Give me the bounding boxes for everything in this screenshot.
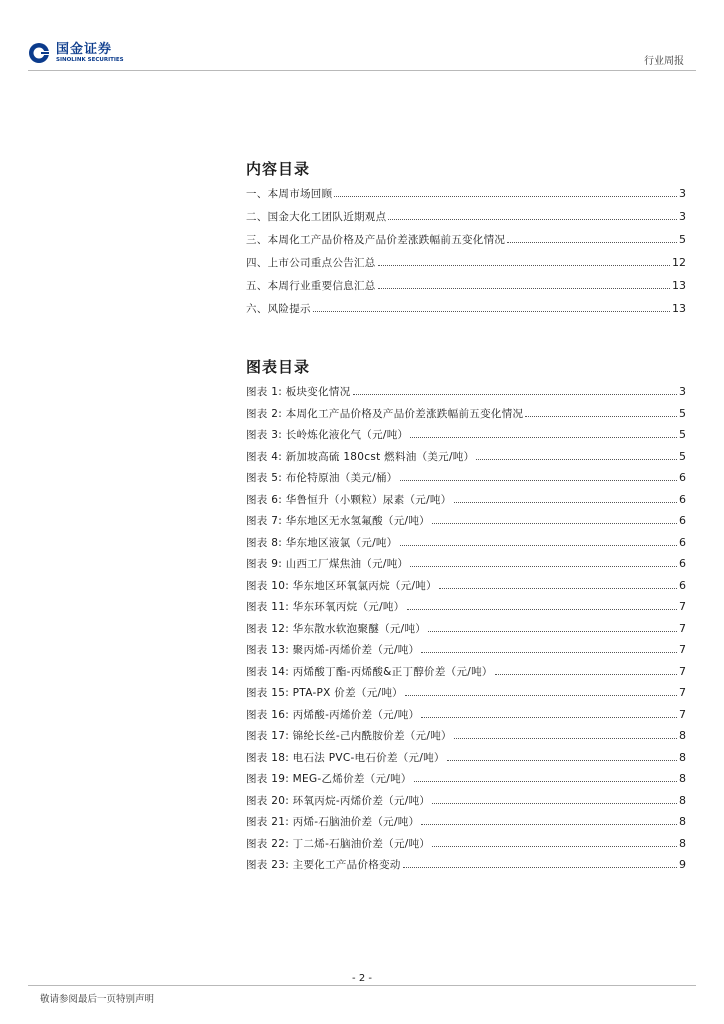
figure-entry-page: 8: [679, 729, 686, 742]
figure-entry[interactable]: [246, 728, 686, 750]
toc-entry-label: 三、本周化工产品价格及产品价差涨跌幅前五变化情况: [246, 234, 506, 246]
dot-leader: [407, 609, 677, 610]
figure-entry-label: 图表 9: 山西工厂煤焦油（元/吨）: [246, 558, 409, 570]
figure-entry[interactable]: [246, 793, 686, 815]
figure-entry-page: 8: [679, 793, 686, 807]
figure-entry-page: 5: [679, 449, 686, 463]
figure-entry[interactable]: [246, 470, 686, 492]
toc-entry-label: 一、本周市场回顾: [246, 188, 333, 200]
company-logo: [28, 42, 124, 64]
figure-entry-page: 9: [679, 858, 686, 871]
figure-entry[interactable]: [246, 384, 686, 406]
dot-leader: [428, 631, 677, 632]
figure-entry[interactable]: [246, 535, 686, 557]
toc-entry[interactable]: [246, 255, 686, 278]
figure-entry-label: 图表 12: 华东散水软泡聚醚（元/吨）: [246, 622, 427, 635]
figure-entry-label: 图表 13: 聚丙烯-丙烯价差（元/吨）: [246, 644, 420, 656]
dot-leader: [454, 502, 677, 503]
dot-leader: [447, 760, 677, 761]
figure-entry-label: 图表 21: 丙烯-石脑油价差（元/吨）: [246, 816, 420, 828]
figure-entry-page: 7: [679, 686, 686, 699]
figure-entry-label: 图表 19: MEG-乙烯价差（元/吨）: [246, 773, 412, 785]
figure-entry[interactable]: [246, 449, 686, 471]
figure-entry-page: 8: [679, 836, 686, 850]
toc-entry[interactable]: [246, 232, 686, 255]
figure-entry-label: 图表 1: 板块变化情况: [246, 386, 351, 398]
dot-leader: [432, 523, 677, 524]
dot-leader: [476, 459, 677, 460]
figure-entry[interactable]: [246, 707, 686, 729]
figures-title: 图表目录: [246, 358, 311, 376]
figure-entry-label: 图表 15: PTA-PX 价差（元/吨）: [246, 687, 403, 699]
toc-entry-page: 13: [672, 302, 686, 315]
footer-divider: [28, 985, 696, 986]
figure-entry-page: 6: [679, 471, 686, 484]
dot-leader: [400, 480, 677, 481]
figure-entry-label: 图表 17: 锦纶长丝-己内酰胺价差（元/吨）: [246, 730, 452, 742]
toc-entry[interactable]: [246, 209, 686, 232]
toc-entry-label: 六、风险提示: [246, 303, 311, 315]
figure-entry[interactable]: [246, 427, 686, 449]
toc-entry-page: 5: [679, 233, 686, 246]
figure-entry-label: 图表 7: 华东地区无水氢氟酸（元/吨）: [246, 515, 430, 527]
figure-entry-label: 图表 20: 环氧丙烷-丙烯价差（元/吨）: [246, 794, 431, 807]
dot-leader: [432, 803, 677, 804]
figure-entry[interactable]: [246, 771, 686, 793]
figure-entry[interactable]: [246, 814, 686, 836]
dot-leader: [353, 394, 678, 395]
figure-entry[interactable]: [246, 556, 686, 578]
toc-entry-page: 12: [672, 256, 686, 269]
dot-leader: [525, 416, 677, 417]
figure-entry-label: 图表 5: 布伦特原油（美元/桶）: [246, 472, 398, 484]
figure-entry-page: 8: [679, 815, 686, 828]
figure-entry[interactable]: [246, 578, 686, 600]
figures-list: [246, 384, 686, 879]
contents-title: 内容目录: [246, 160, 311, 178]
dot-leader: [410, 437, 677, 438]
dot-leader: [432, 846, 677, 847]
toc-entry[interactable]: [246, 301, 686, 324]
toc-entry-label: 二、国金大化工团队近期观点: [246, 211, 387, 223]
figure-entry-label: 图表 4: 新加坡高硫 180cst 燃料油（美元/吨）: [246, 450, 475, 463]
sinolink-logo-icon: [28, 42, 50, 64]
figure-entry[interactable]: [246, 406, 686, 428]
page-header: [0, 0, 724, 80]
figure-entry-label: 图表 11: 华东环氧丙烷（元/吨）: [246, 601, 405, 613]
toc-entry[interactable]: [246, 278, 686, 301]
toc-entry-page: 3: [679, 210, 686, 223]
header-divider: [28, 70, 696, 71]
figure-entry[interactable]: [246, 750, 686, 772]
figure-entry-label: 图表 8: 华东地区液氯（元/吨）: [246, 536, 398, 549]
figure-entry-page: 6: [679, 492, 686, 506]
report-type: 行业周报: [644, 56, 684, 67]
figure-entry-label: 图表 22: 丁二烯-石脑油价差（元/吨）: [246, 837, 431, 850]
figure-entry-page: 3: [679, 385, 686, 398]
toc-entry-label: 五、本周行业重要信息汇总: [246, 280, 376, 292]
figure-entry-label: 图表 6: 华鲁恒升（小颗粒）尿素（元/吨）: [246, 493, 452, 506]
dot-leader: [400, 545, 677, 546]
figure-entry[interactable]: [246, 599, 686, 621]
toc-entry-page: 3: [679, 187, 686, 200]
figure-entry-page: 6: [679, 514, 686, 527]
toc-entry-page: 13: [672, 279, 686, 292]
dot-leader: [405, 695, 677, 696]
figure-entry[interactable]: [246, 857, 686, 879]
figure-entry[interactable]: [246, 642, 686, 664]
figure-entry[interactable]: [246, 836, 686, 858]
figure-entry-label: 图表 2: 本周化工产品价格及产品价差涨跌幅前五变化情况: [246, 407, 524, 420]
figure-entry[interactable]: [246, 685, 686, 707]
figure-entry[interactable]: [246, 513, 686, 535]
figure-entry-label: 图表 16: 丙烯酸-丙烯价差（元/吨）: [246, 708, 420, 721]
figure-entry-page: 7: [679, 664, 686, 678]
figure-entry[interactable]: [246, 664, 686, 686]
dot-leader: [421, 824, 677, 825]
toc-entry-label: 四、上市公司重点公告汇总: [246, 257, 376, 269]
contents-list: [246, 186, 686, 324]
disclaimer-note: 敬请参阅最后一页特别声明: [40, 994, 155, 1005]
dot-leader: [403, 867, 677, 868]
dot-leader: [378, 265, 670, 266]
figure-entry-page: 6: [679, 557, 686, 570]
logo-english-name: SINOLINK SECURITIES: [56, 56, 124, 63]
figure-entry-label: 图表 10: 华东地区环氧氯丙烷（元/吨）: [246, 579, 437, 592]
logo-chinese-name: 国金证券: [56, 41, 113, 57]
dot-leader: [388, 219, 677, 220]
figure-entry-page: 7: [679, 643, 686, 656]
dot-leader: [421, 717, 677, 718]
figure-entry-label: 图表 18: 电石法 PVC-电石价差（元/吨）: [246, 751, 445, 764]
figure-entry-page: 6: [679, 578, 686, 592]
figure-entry-page: 5: [679, 406, 686, 420]
dot-leader: [439, 588, 677, 589]
figure-entry[interactable]: [246, 621, 686, 643]
figure-entry-label: 图表 3: 长岭炼化液化气（元/吨）: [246, 429, 409, 441]
toc-entry[interactable]: [246, 186, 686, 209]
dot-leader: [421, 652, 677, 653]
figure-entry-label: 图表 14: 丙烯酸丁酯-丙烯酸&正丁醇价差（元/吨）: [246, 665, 493, 678]
figure-entry-page: 7: [679, 707, 686, 721]
page-number: - 2 -: [352, 973, 372, 984]
dot-leader: [414, 781, 677, 782]
dot-leader: [334, 196, 677, 197]
figure-entry[interactable]: [246, 492, 686, 514]
dot-leader: [507, 242, 677, 243]
figure-entry-page: 6: [679, 535, 686, 549]
dot-leader: [495, 674, 677, 675]
figure-entry-label: 图表 23: 主要化工产品价格变动: [246, 859, 401, 871]
figure-entry-page: 5: [679, 428, 686, 441]
dot-leader: [313, 311, 670, 312]
dot-leader: [410, 566, 677, 567]
figure-entry-page: 8: [679, 750, 686, 764]
figure-entry-page: 7: [679, 621, 686, 635]
dot-leader: [378, 288, 670, 289]
dot-leader: [454, 738, 677, 739]
figure-entry-page: 7: [679, 600, 686, 613]
figure-entry-page: 8: [679, 772, 686, 785]
